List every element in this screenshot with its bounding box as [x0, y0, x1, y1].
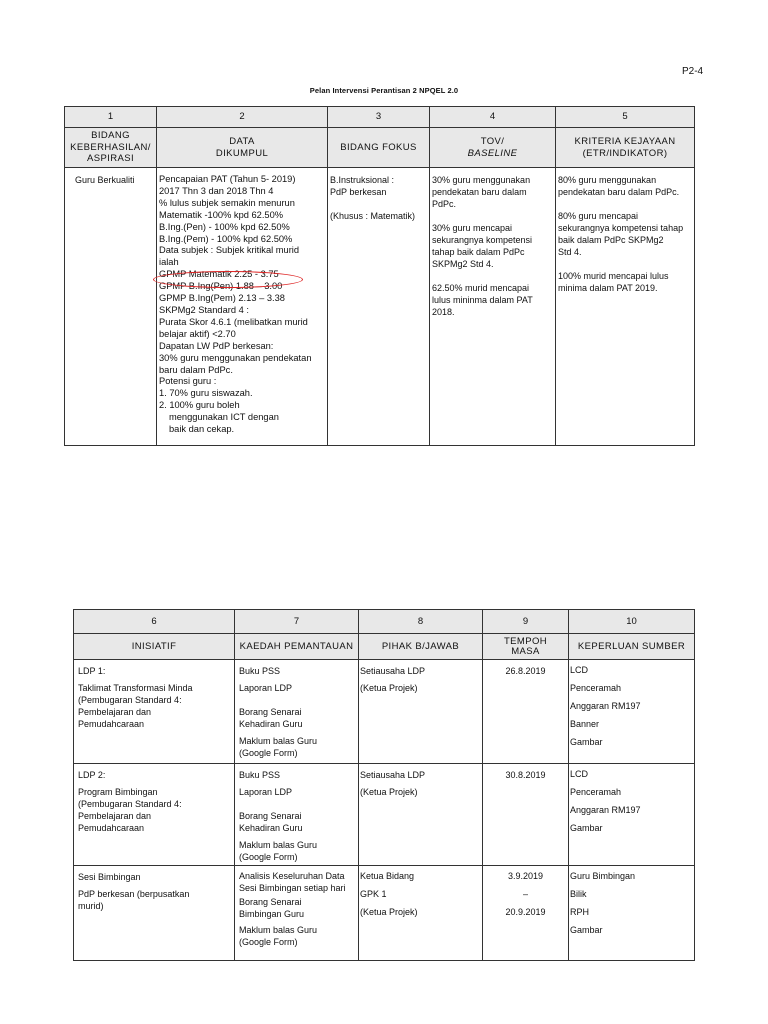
cell-line: Data subjek : Subjek kritikal murid	[159, 245, 300, 256]
cell-line: Setiausaha LDP	[360, 770, 426, 780]
cell-line: Buku PSS	[239, 770, 281, 780]
cell-line: ialah	[159, 257, 179, 268]
header-line: TEMPOH	[503, 635, 548, 647]
cell-bidang-keberhasilan	[65, 168, 157, 446]
header-keperluan-sumber	[569, 634, 695, 660]
header-line: KEBERHASILAN/	[70, 141, 151, 153]
table2-col-number: 8	[359, 610, 483, 634]
header-bidang-fokus	[328, 128, 430, 168]
header-line: KAEDAH PEMANTAUAN	[239, 640, 354, 652]
header-inisiatif	[74, 634, 235, 660]
cell-line: Dapatan LW PdP berkesan:	[159, 340, 274, 351]
cell-line-circled: GPMP Matematik 2.25 - 3.75	[159, 269, 279, 280]
cell-line: Kehadiran Guru	[239, 719, 303, 729]
table2-col-number: 6	[74, 610, 235, 634]
cell-inisiatif	[74, 660, 235, 764]
cell-line: B.Ing.(Pen) - 100% kpd 62.50%	[159, 221, 290, 232]
cell-line: Anggaran RM197	[570, 701, 641, 711]
table1-col-number: 5	[556, 107, 695, 128]
cell-line: PdP berkesan	[330, 187, 387, 197]
cell-line: 26.8.2019	[505, 666, 546, 676]
cell-line: (Khusus : Matematik)	[330, 211, 416, 221]
cell-line: Pembelajaran dan	[78, 811, 152, 821]
cell-line: GPK 1	[360, 889, 387, 899]
table-row	[74, 660, 695, 764]
blank-line	[239, 798, 354, 810]
cell-tempoh	[483, 764, 569, 866]
cell-line: 30% guru menggunakan pendekatan	[159, 352, 312, 363]
cell-line: baru dalam PdPc.	[159, 364, 233, 375]
blank-line	[432, 270, 553, 282]
cell-sumber	[569, 660, 695, 764]
cell-line: PdP berkesan (berpusatkan	[78, 889, 190, 899]
cell-line: Borang Senarai	[239, 897, 302, 907]
cell-tempoh	[483, 660, 569, 764]
cell-line: Potensi guru :	[159, 376, 217, 387]
blank-line	[570, 780, 690, 787]
cell-line: Sesi Bimbingan setiap hari	[239, 882, 346, 893]
cell-line: Pemudahcaraan	[78, 823, 145, 833]
cell-line: 1. 70% guru siswazah.	[159, 388, 253, 399]
cell-line: Program Bimbingan	[78, 787, 158, 797]
cell-line: 2017 Thn 3 dan 2018 Thn 4	[159, 185, 274, 196]
table1-col-number: 4	[430, 107, 556, 128]
blank-line	[570, 694, 690, 701]
cell-line: GPMP B.Ing(Pen) 1.88 – 3.00	[159, 281, 283, 292]
blank-line	[330, 198, 427, 210]
cell-line: SKPMg2 Standard 4 :	[159, 304, 249, 315]
cell-line: 30% guru menggunakan	[432, 175, 531, 185]
cell-line: belajar aktif) <2.70	[159, 328, 236, 339]
cell-line: murid)	[78, 901, 104, 911]
cell-sumber	[569, 866, 695, 961]
cell-line: Banner	[570, 719, 600, 729]
header-line: PIHAK B/JAWAB	[381, 640, 460, 652]
header-line: BIDANG	[91, 130, 130, 142]
cell-line: Std 4.	[558, 247, 582, 257]
cell-line: Taklimat Transformasi Minda	[78, 683, 193, 693]
blank-line	[570, 712, 690, 719]
cell-tov-baseline	[430, 168, 556, 446]
cell-line: (Ketua Projek)	[360, 683, 418, 693]
table2-col-number: 9	[483, 610, 569, 634]
cell-pihak	[359, 866, 483, 961]
cell-line: LDP 2:	[78, 770, 106, 780]
cell-line: 62.50% murid mencapai	[432, 283, 530, 293]
header-pihak-bertanggungjawab	[359, 634, 483, 660]
cell-line: Laporan LDP	[239, 787, 293, 797]
blank-line	[558, 198, 692, 210]
cell-line: GPMP B.Ing(Pem) 2.13 – 3.38	[159, 293, 285, 304]
cell-line: Pencapaian PAT (Tahun 5- 2019)	[159, 174, 296, 184]
table1-header-row	[65, 128, 695, 168]
cell-line: Buku PSS	[239, 666, 281, 676]
header-line: DATA	[229, 136, 255, 147]
blank-line	[239, 694, 354, 706]
blank-line	[570, 900, 690, 907]
cell-inisiatif	[74, 764, 235, 866]
cell-line: pendekatan baru dalam	[432, 187, 527, 197]
cell-line: (Google Form)	[239, 936, 298, 947]
cell-line: 80% guru mencapai	[558, 211, 639, 221]
cell-line: pendekatan baru dalam PdPc.	[558, 187, 680, 197]
cell-line: (Google Form)	[239, 852, 298, 862]
cell-line: Guru Berkualiti	[75, 175, 135, 185]
blank-line	[360, 900, 478, 907]
header-line: BIDANG FOKUS	[340, 141, 417, 153]
plan-table-2	[73, 609, 695, 961]
cell-pihak	[359, 660, 483, 764]
cell-line: baik dalam PdPc SKPMg2	[558, 235, 664, 245]
cell-line: Kehadiran Guru	[239, 823, 303, 833]
cell-line: Pembelajaran dan	[78, 707, 152, 717]
cell-line: Gambar	[570, 737, 603, 747]
blank-line	[487, 900, 564, 907]
cell-inisiatif	[74, 866, 235, 961]
cell-line: % lulus subjek semakin menurun	[159, 197, 295, 208]
blank-line	[487, 882, 564, 889]
table1-col-number: 3	[328, 107, 430, 128]
table2-number-row	[74, 610, 695, 634]
header-line: KRITERIA KEJAYAAN	[574, 136, 676, 147]
blank-line	[570, 816, 690, 823]
cell-line: 3.9.2019	[507, 871, 544, 881]
blank-line	[570, 798, 690, 805]
cell-bidang-fokus	[328, 168, 430, 446]
cell-line: LCD	[570, 665, 589, 675]
cell-line: (Ketua Projek)	[360, 787, 418, 797]
cell-line: Purata Skor 4.6.1 (melibatkan murid	[159, 316, 308, 327]
cell-line: Setiausaha LDP	[360, 666, 426, 676]
cell-line: lulus mininma dalam PAT	[432, 295, 533, 305]
table-row	[74, 866, 695, 961]
header-line: TOV/	[480, 136, 505, 147]
header-tov-baseline	[430, 128, 556, 168]
table1-col-number: 1	[65, 107, 157, 128]
cell-sumber	[569, 764, 695, 866]
table2-col-number: 7	[235, 610, 359, 634]
cell-kaedah	[235, 764, 359, 866]
cell-line: (Google Form)	[239, 748, 298, 758]
header-line: MASA	[511, 645, 540, 657]
cell-line: sekurangnya kompetensi tahap	[558, 223, 684, 233]
header-kaedah-pemantauan	[235, 634, 359, 660]
cell-line: 30% guru mencapai	[432, 223, 513, 233]
cell-line: Maklum balas Guru	[239, 925, 318, 935]
cell-line: 2018.	[432, 307, 455, 317]
cell-line: Analisis Keseluruhan Data	[239, 871, 345, 881]
cell-line: Maklum balas Guru	[239, 736, 318, 746]
cell-line: Borang Senarai	[239, 707, 302, 717]
cell-line: Bimbingan Guru	[239, 908, 305, 919]
cell-line: 100% murid mencapai lulus	[558, 271, 669, 281]
table2-header-row	[74, 634, 695, 660]
cell-data-dikumpul	[157, 168, 328, 446]
blank-line	[570, 730, 690, 737]
page-number: P2-4	[682, 66, 704, 77]
cell-line: Ketua Bidang	[360, 871, 415, 881]
blank-line	[570, 882, 690, 889]
cell-line: LCD	[570, 769, 589, 779]
cell-line: minima dalam PAT 2019.	[558, 283, 658, 293]
cell-line: Laporan LDP	[239, 683, 293, 693]
cell-line: 2. 100% guru boleh	[159, 400, 240, 411]
blank-line	[360, 882, 478, 889]
cell-line: B.Ing.(Pem) - 100% kpd 62.50%	[159, 233, 293, 244]
table1-number-row	[65, 107, 695, 128]
header-line: ASPIRASI	[86, 153, 135, 165]
cell-tempoh	[483, 866, 569, 961]
table1-col-number: 2	[157, 107, 328, 128]
cell-line: Maklum balas Guru	[239, 840, 318, 850]
cell-line: Pemudahcaraan	[78, 719, 145, 729]
cell-line: (Ketua Projek)	[360, 907, 418, 917]
cell-line: LDP 1:	[78, 666, 106, 676]
header-kriteria-kejayaan	[556, 128, 695, 168]
cell-pihak	[359, 764, 483, 866]
cell-line: Guru Bimbingan	[570, 871, 636, 881]
table-row	[74, 764, 695, 866]
cell-line: RPH	[570, 907, 590, 917]
header-line: KEPERLUAN SUMBER	[577, 640, 686, 652]
blank-line	[558, 258, 692, 270]
blank-line	[570, 918, 690, 925]
header-data-dikumpul	[157, 128, 328, 168]
cell-line: Anggaran RM197	[570, 805, 641, 815]
handwritten-circle-annotation	[153, 271, 303, 288]
header-line: (ETR/INDIKATOR)	[582, 147, 668, 159]
cell-line: SKPMg2 Std 4.	[432, 259, 494, 269]
cell-line: tahap baik dalam PdPc	[432, 247, 525, 257]
cell-line: 80% guru menggunakan	[558, 175, 657, 185]
cell-line: –	[522, 889, 528, 899]
document-title: Pelan Intervensi Perantisan 2 NPQEL 2.0	[309, 86, 459, 95]
cell-line: baik dan cekap.	[169, 424, 235, 435]
cell-line: Penceramah	[570, 683, 622, 693]
cell-line: (Pembugaran Standard 4:	[78, 695, 182, 705]
cell-kaedah	[235, 660, 359, 764]
table2-col-number: 10	[569, 610, 695, 634]
blank-line	[570, 676, 690, 683]
table1-body-row	[65, 168, 695, 446]
cell-line: Bilik	[570, 889, 587, 899]
cell-line: 30.8.2019	[505, 770, 546, 780]
cell-kaedah	[235, 866, 359, 961]
blank-line	[432, 210, 553, 222]
cell-line: PdPc.	[432, 199, 457, 209]
header-line: INISIATIF	[131, 640, 177, 652]
cell-line: Gambar	[570, 823, 603, 833]
cell-line: Borang Senarai	[239, 811, 302, 821]
cell-line: 20.9.2019	[505, 907, 546, 917]
cell-line: B.Instruksional :	[330, 175, 395, 185]
cell-line: (Pembugaran Standard 4:	[78, 799, 182, 809]
header-line: BASELINE	[467, 147, 518, 159]
cell-line: Penceramah	[570, 787, 622, 797]
header-line: DIKUMPUL	[215, 147, 269, 159]
header-tempoh-masa	[483, 634, 569, 660]
cell-line: Matematik -100% kpd 62.50%	[159, 209, 284, 220]
cell-line: sekurangnya kompetensi	[432, 235, 533, 245]
cell-line: Gambar	[570, 925, 603, 935]
cell-kriteria-kejayaan	[556, 168, 695, 446]
cell-line: menggunakan ICT dengan	[169, 412, 279, 423]
cell-line: Sesi Bimbingan	[78, 872, 141, 882]
header-bidang-keberhasilan	[65, 128, 157, 168]
